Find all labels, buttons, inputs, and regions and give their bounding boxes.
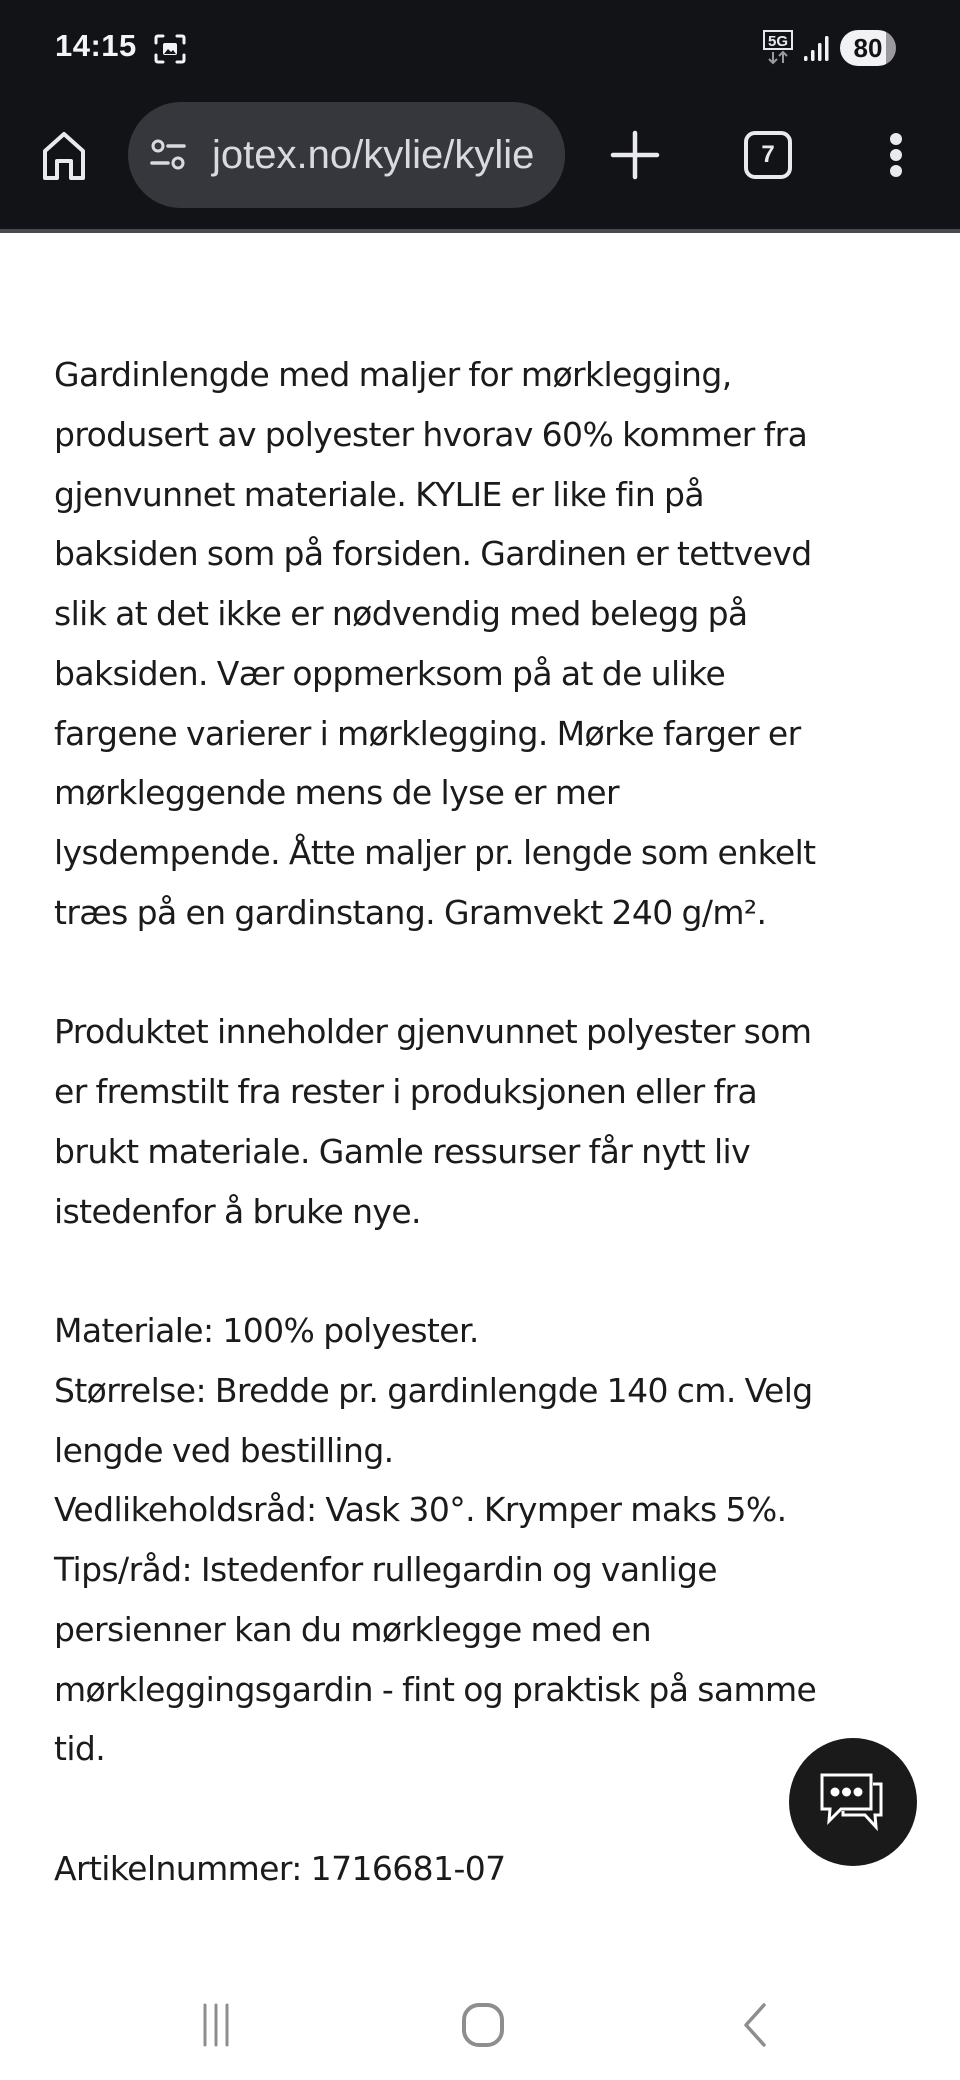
more-vert-icon [874, 128, 918, 188]
size-line: Størrelse: Bredde pr. gardinlengde 140 cm. Velg [54, 1370, 813, 1410]
size-line: lengde ved bestilling. [54, 1430, 394, 1470]
product-description [54, 345, 914, 1958]
status-bar [0, 0, 960, 90]
network-5g-icon [763, 30, 793, 66]
signal-strength-icon [803, 36, 829, 62]
tune-icon[interactable] [150, 139, 186, 171]
article-number [54, 1839, 914, 1899]
chat-bubbles-icon [819, 1771, 887, 1833]
product-details [54, 1301, 914, 1779]
home-circle-icon [461, 2002, 505, 2048]
care-line: Vedlikeholdsråd: Vask 30°. Krymper maks 5%. [54, 1490, 787, 1530]
new-tab-button[interactable] [605, 125, 665, 185]
text-line: lysdempende. Åtte maljer pr. lengde som enkelt [54, 833, 816, 872]
text-line: baksiden som på forsiden. Gardinen er tettvevd [54, 534, 812, 574]
text-line: er fremstilt fra rester i produksjonen eller fra [54, 1072, 758, 1111]
more-menu-button[interactable] [874, 128, 918, 188]
text-line: istedenfor å bruke nye. [54, 1191, 421, 1231]
back-button[interactable] [715, 1995, 795, 2055]
text-line: Produktet inneholder gjenvunnet polyester som [54, 1012, 812, 1052]
text-line: fargene varierer i mørklegging. Mørke farger er [54, 713, 801, 753]
tips-line: persienner kan du mørklegge med en [54, 1609, 652, 1649]
text-line: træs på en gardinstang. Gramvekt 240 g/m². [54, 892, 767, 932]
system-nav-bar [0, 1955, 960, 2080]
article-number-text: Artikelnummer: 1716681-07 [54, 1848, 506, 1888]
description-paragraph-1 [54, 345, 914, 943]
url-fade [543, 102, 565, 208]
text-line: Gardinlengde med maljer for mørklegging, [54, 355, 732, 394]
tips-line: tid. [54, 1729, 106, 1769]
recents-icon [201, 2003, 231, 2047]
material-line: Materiale: 100% polyester. [54, 1311, 479, 1350]
description-paragraph-2 [54, 1002, 914, 1241]
tab-switcher-button[interactable]: 7 [744, 131, 792, 179]
text-line: brukt materiale. Gamle ressurser får nytt liv [54, 1131, 751, 1171]
text-line: slik at det ikke er nødvendig med belegg på [54, 594, 748, 633]
battery-indicator: 80 [840, 30, 896, 66]
url-text[interactable]: jotex.no/kylie/kylie [212, 133, 535, 177]
text-line: baksiden. Vær oppmerksom på at de ulike [54, 653, 726, 693]
home-nav-button[interactable] [443, 1995, 523, 2055]
chat-button[interactable] [789, 1738, 917, 1866]
tips-line: mørkleggingsgardin - fint og praktisk på samme [54, 1669, 817, 1709]
toolbar-divider [0, 229, 960, 233]
screenshot-icon [154, 34, 186, 64]
text-line: produsert av polyester hvorav 60% kommer fra [54, 414, 808, 454]
plus-icon [605, 125, 665, 185]
home-icon [42, 131, 86, 181]
text-line: gjenvunnet materiale. KYLIE er like fin på [54, 474, 705, 514]
status-time: 14:15 [55, 28, 137, 63]
text-line: mørkleggende mens de lyse er mer [54, 773, 619, 813]
tips-line: Tips/råd: Istedenfor rullegardin og vanlige [54, 1550, 717, 1589]
home-button[interactable] [36, 128, 92, 184]
recents-button[interactable] [176, 1995, 256, 2055]
back-icon [740, 2002, 770, 2048]
address-bar[interactable] [128, 102, 565, 208]
svg-text:5G: 5G [767, 33, 789, 50]
